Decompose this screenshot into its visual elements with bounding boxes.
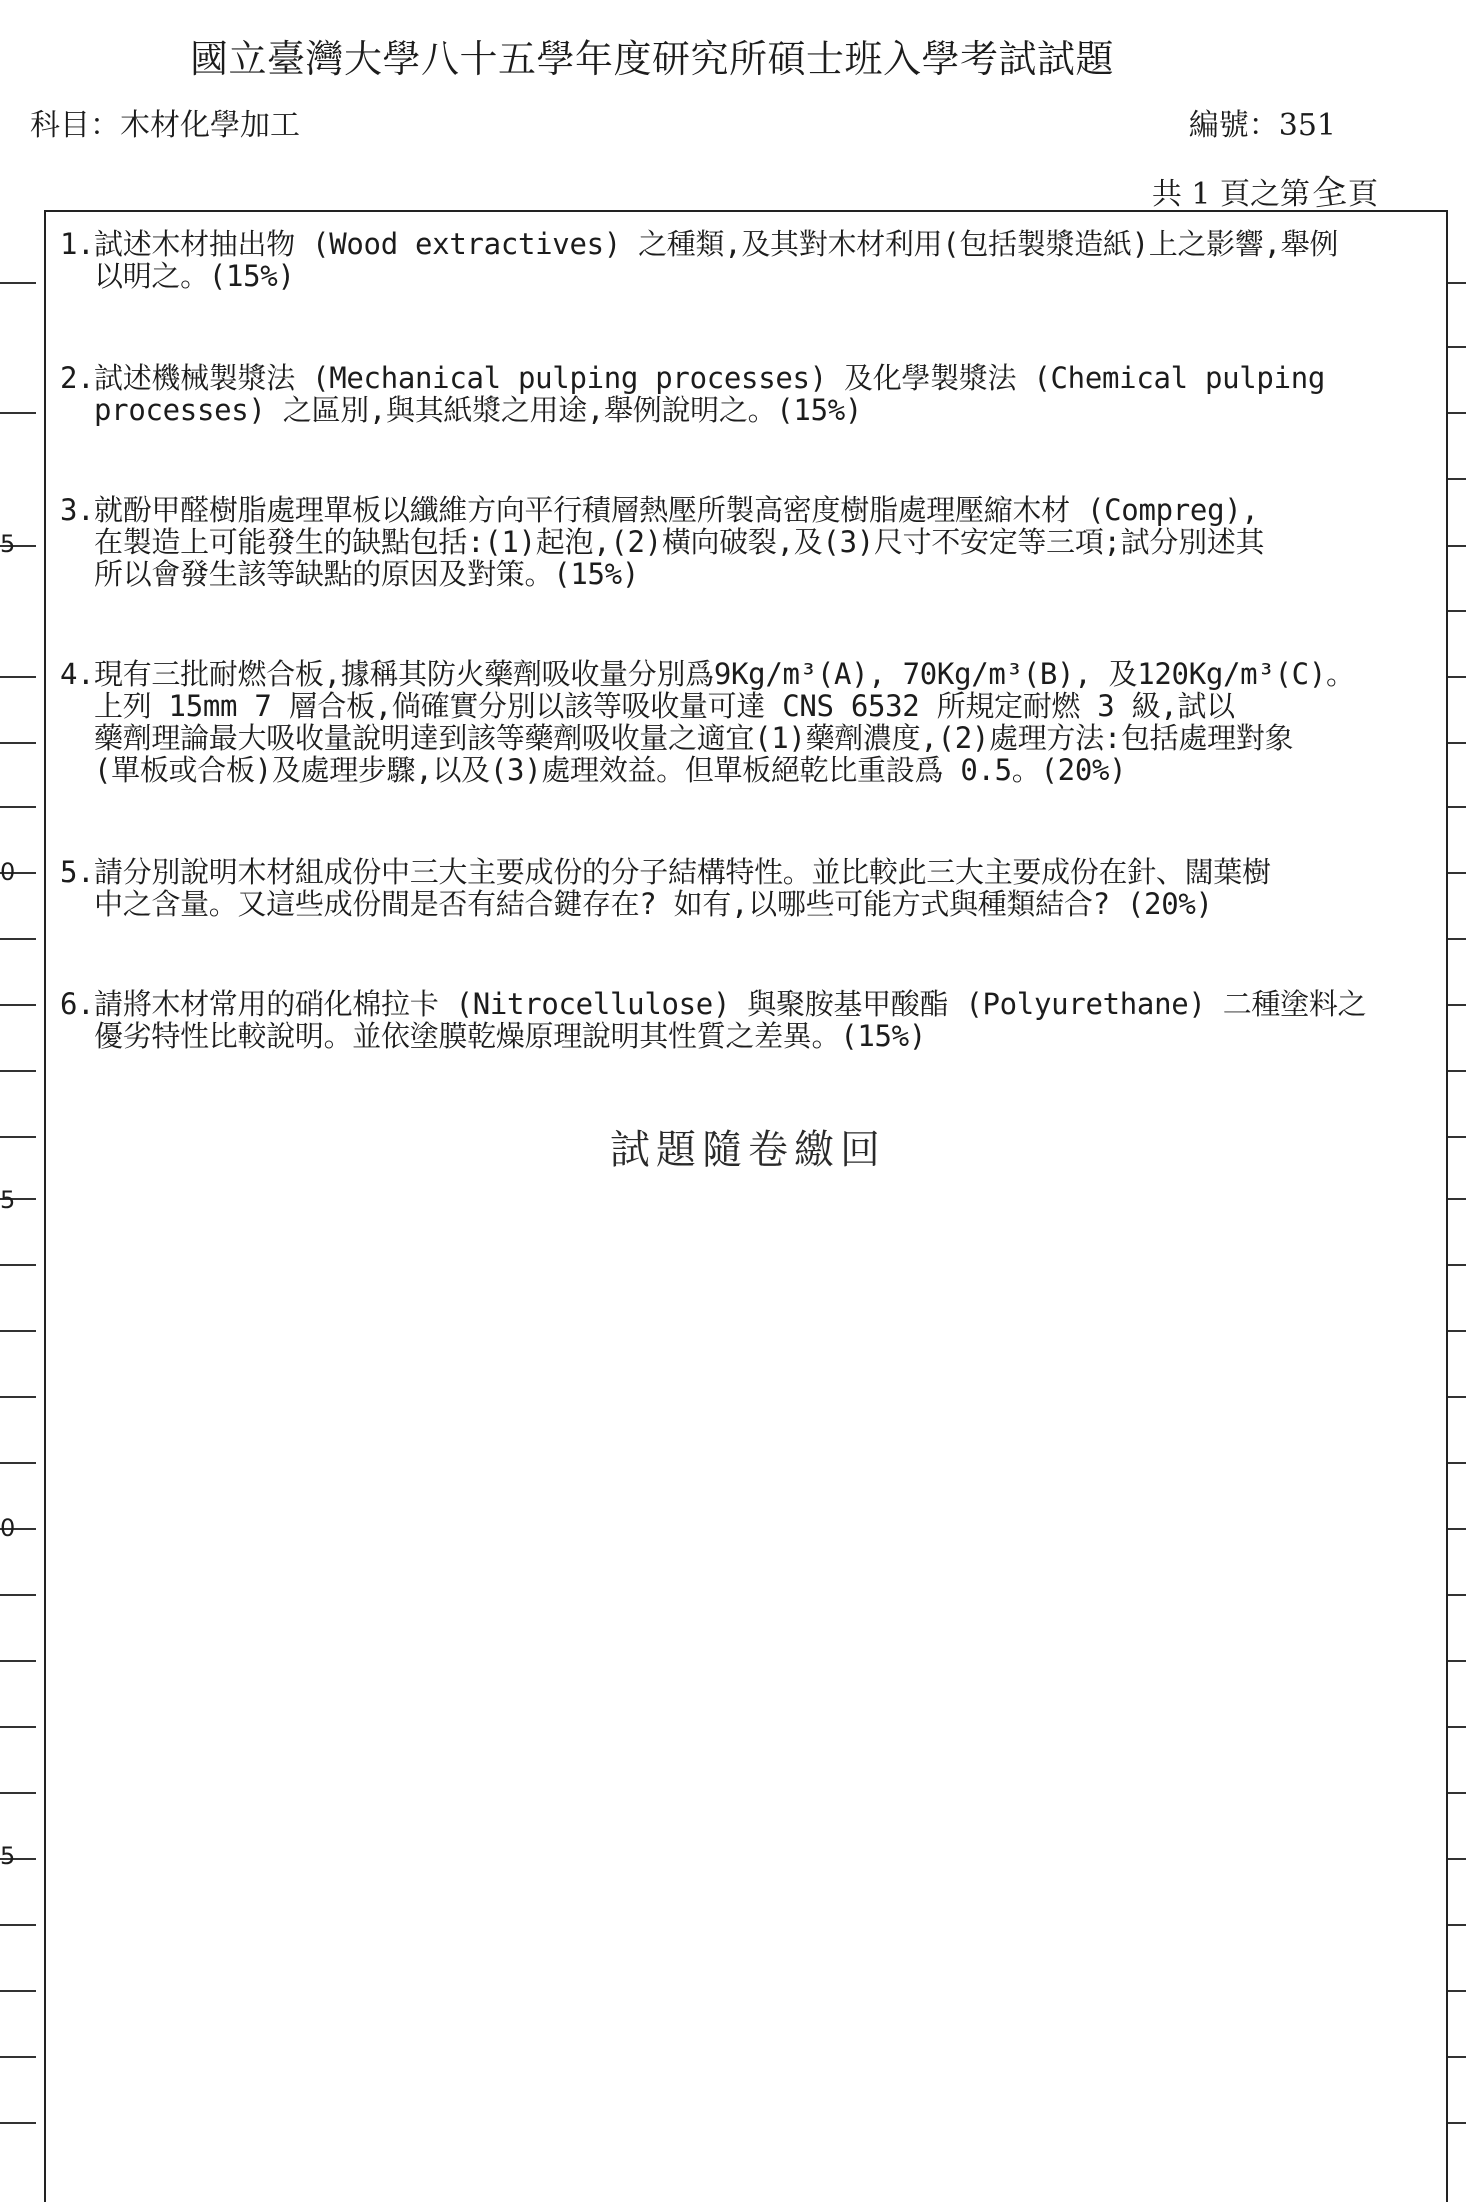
margin-tick — [0, 806, 36, 808]
page-current-handwritten: 全 — [1309, 170, 1350, 216]
exam-title: 國立臺灣大學八十五學年度研究所碩士班入學考試試題 — [190, 37, 1115, 81]
margin-tick — [1448, 1528, 1466, 1530]
margin-tick — [1448, 1264, 1466, 1266]
question-number: 4. — [60, 657, 95, 691]
question-text: 就酚甲醛樹脂處理單板以纖維方向平行積層熱壓所製高密度樹脂處理壓縮木材 (Compreg), 在製造上可能發生的缺點包括:(1)起泡,(2)橫向破裂,及(3)尺寸不安定等三項;試分別述其 所以會發生該等缺點的原因及對策。(15%) — [94, 493, 1265, 591]
page-suffix: 頁 — [1348, 177, 1378, 212]
page-info — [1152, 165, 1378, 214]
margin-tick — [0, 2122, 36, 2124]
question-item — [60, 228, 1430, 292]
margin-tick — [1448, 2056, 1466, 2058]
margin-tick — [1448, 545, 1466, 547]
margin-tick — [1448, 742, 1466, 744]
margin-tick — [0, 1264, 36, 1266]
margin-tick — [0, 742, 36, 744]
margin-tick — [1448, 1070, 1466, 1072]
question-number: 2. — [60, 361, 95, 395]
margin-tick — [1448, 346, 1466, 348]
margin-tick — [0, 1004, 36, 1006]
margin-tick — [1448, 1990, 1466, 1992]
question-number: 6. — [60, 987, 95, 1021]
question-number: 3. — [60, 493, 95, 527]
margin-tick — [0, 1726, 36, 1728]
margin-label: 0 — [0, 1514, 16, 1542]
subject-label: 科目：木材化學加工 — [30, 108, 300, 143]
margin-tick — [1448, 1462, 1466, 1464]
question-item — [60, 988, 1430, 1052]
margin-tick — [1448, 938, 1466, 940]
margin-tick — [1448, 1594, 1466, 1596]
margin-tick — [0, 1330, 36, 1332]
margin-tick — [1448, 676, 1466, 678]
margin-tick — [0, 1990, 36, 1992]
return-with-answer-sheet-stamp: 試題隨卷繳回 — [610, 1127, 886, 1173]
question-text: 試述木材抽出物 (Wood extractives) 之種類,及其對木材利用(包括製漿造紙)上之影響,舉例 以明之。(15%) — [94, 227, 1339, 293]
margin-tick — [0, 1136, 36, 1138]
margin-tick — [1448, 872, 1466, 874]
question-item — [60, 856, 1430, 920]
margin-tick — [1448, 1004, 1466, 1006]
margin-tick — [0, 412, 36, 414]
margin-tick — [0, 676, 36, 678]
question-item — [60, 658, 1430, 786]
margin-label: 0 — [0, 858, 16, 886]
margin-tick — [1448, 1660, 1466, 1662]
margin-tick — [0, 1594, 36, 1596]
question-item — [60, 362, 1430, 426]
margin-tick — [0, 282, 36, 284]
margin-tick — [1448, 1330, 1466, 1332]
margin-tick — [1448, 2122, 1466, 2124]
page-prefix: 共 — [1151, 177, 1182, 212]
margin-tick — [1448, 282, 1466, 284]
page-total: 1 — [1191, 177, 1211, 212]
margin-tick — [1448, 478, 1466, 480]
margin-tick — [0, 1462, 36, 1464]
margin-tick — [0, 1660, 36, 1662]
question-text: 試述機械製漿法 (Mechanical pulping processes) 及化學製漿法 (Chemical pulping processes) 之區別,與其紙漿之用途,舉例說明之。(15%) — [94, 361, 1326, 427]
question-text: 請將木材常用的硝化棉拉卡 (Nitrocellulose) 與聚胺基甲酸酯 (Polyurethane) 二種塗料之 優劣特性比較說明。並依塗膜乾燥原理說明其性質之差異。(15%) — [94, 987, 1367, 1053]
question-item — [60, 494, 1430, 590]
margin-tick — [1448, 1858, 1466, 1860]
margin-tick — [1448, 806, 1466, 808]
question-text: 請分別說明木材組成份中三大主要成份的分子結構特性。並比較此三大主要成份在針、闊葉樹 中之含量。又這些成份間是否有結合鍵存在? 如有,以哪些可能方式與種類結合? (20%) — [94, 855, 1271, 921]
margin-tick — [0, 1924, 36, 1926]
margin-tick — [1448, 412, 1466, 414]
margin-tick — [0, 1396, 36, 1398]
margin-tick — [0, 1792, 36, 1794]
question-number: 1. — [60, 227, 95, 261]
margin-tick — [1448, 1396, 1466, 1398]
margin-tick — [0, 2056, 36, 2058]
margin-tick — [1448, 1136, 1466, 1138]
margin-tick — [1448, 1198, 1466, 1200]
margin-tick — [1448, 1924, 1466, 1926]
margin-tick — [1448, 1792, 1466, 1794]
question-number: 5. — [60, 855, 95, 889]
margin-label: 5 — [0, 530, 16, 558]
question-text: 現有三批耐燃合板,據稱其防火藥劑吸收量分別爲9Kg/m³(A), 70Kg/m³(B), 及120Kg/m³(C)。 上列 15mm 7 層合板,倘確實分別以該等吸收量可達 CNS 6532 所規定耐燃 3 級,試以 藥劑理論最大吸收量說明達到該等藥劑吸收量之適宜(1)藥劑濃度,(2)處理方法:包括處理對象 (單板或合板)及處理步驟,以及(3)處理效益。但單板絕乾比重設爲 0.5。(20%) — [94, 657, 1355, 787]
margin-tick — [0, 1070, 36, 1072]
margin-tick — [1448, 1726, 1466, 1728]
margin-tick — [1448, 610, 1466, 612]
exam-code: 編號：351 — [1188, 108, 1336, 143]
margin-tick — [0, 938, 36, 940]
page-middle: 頁之第 — [1220, 177, 1310, 212]
margin-label: 5 — [0, 1186, 16, 1214]
margin-label: 5 — [0, 1842, 16, 1870]
